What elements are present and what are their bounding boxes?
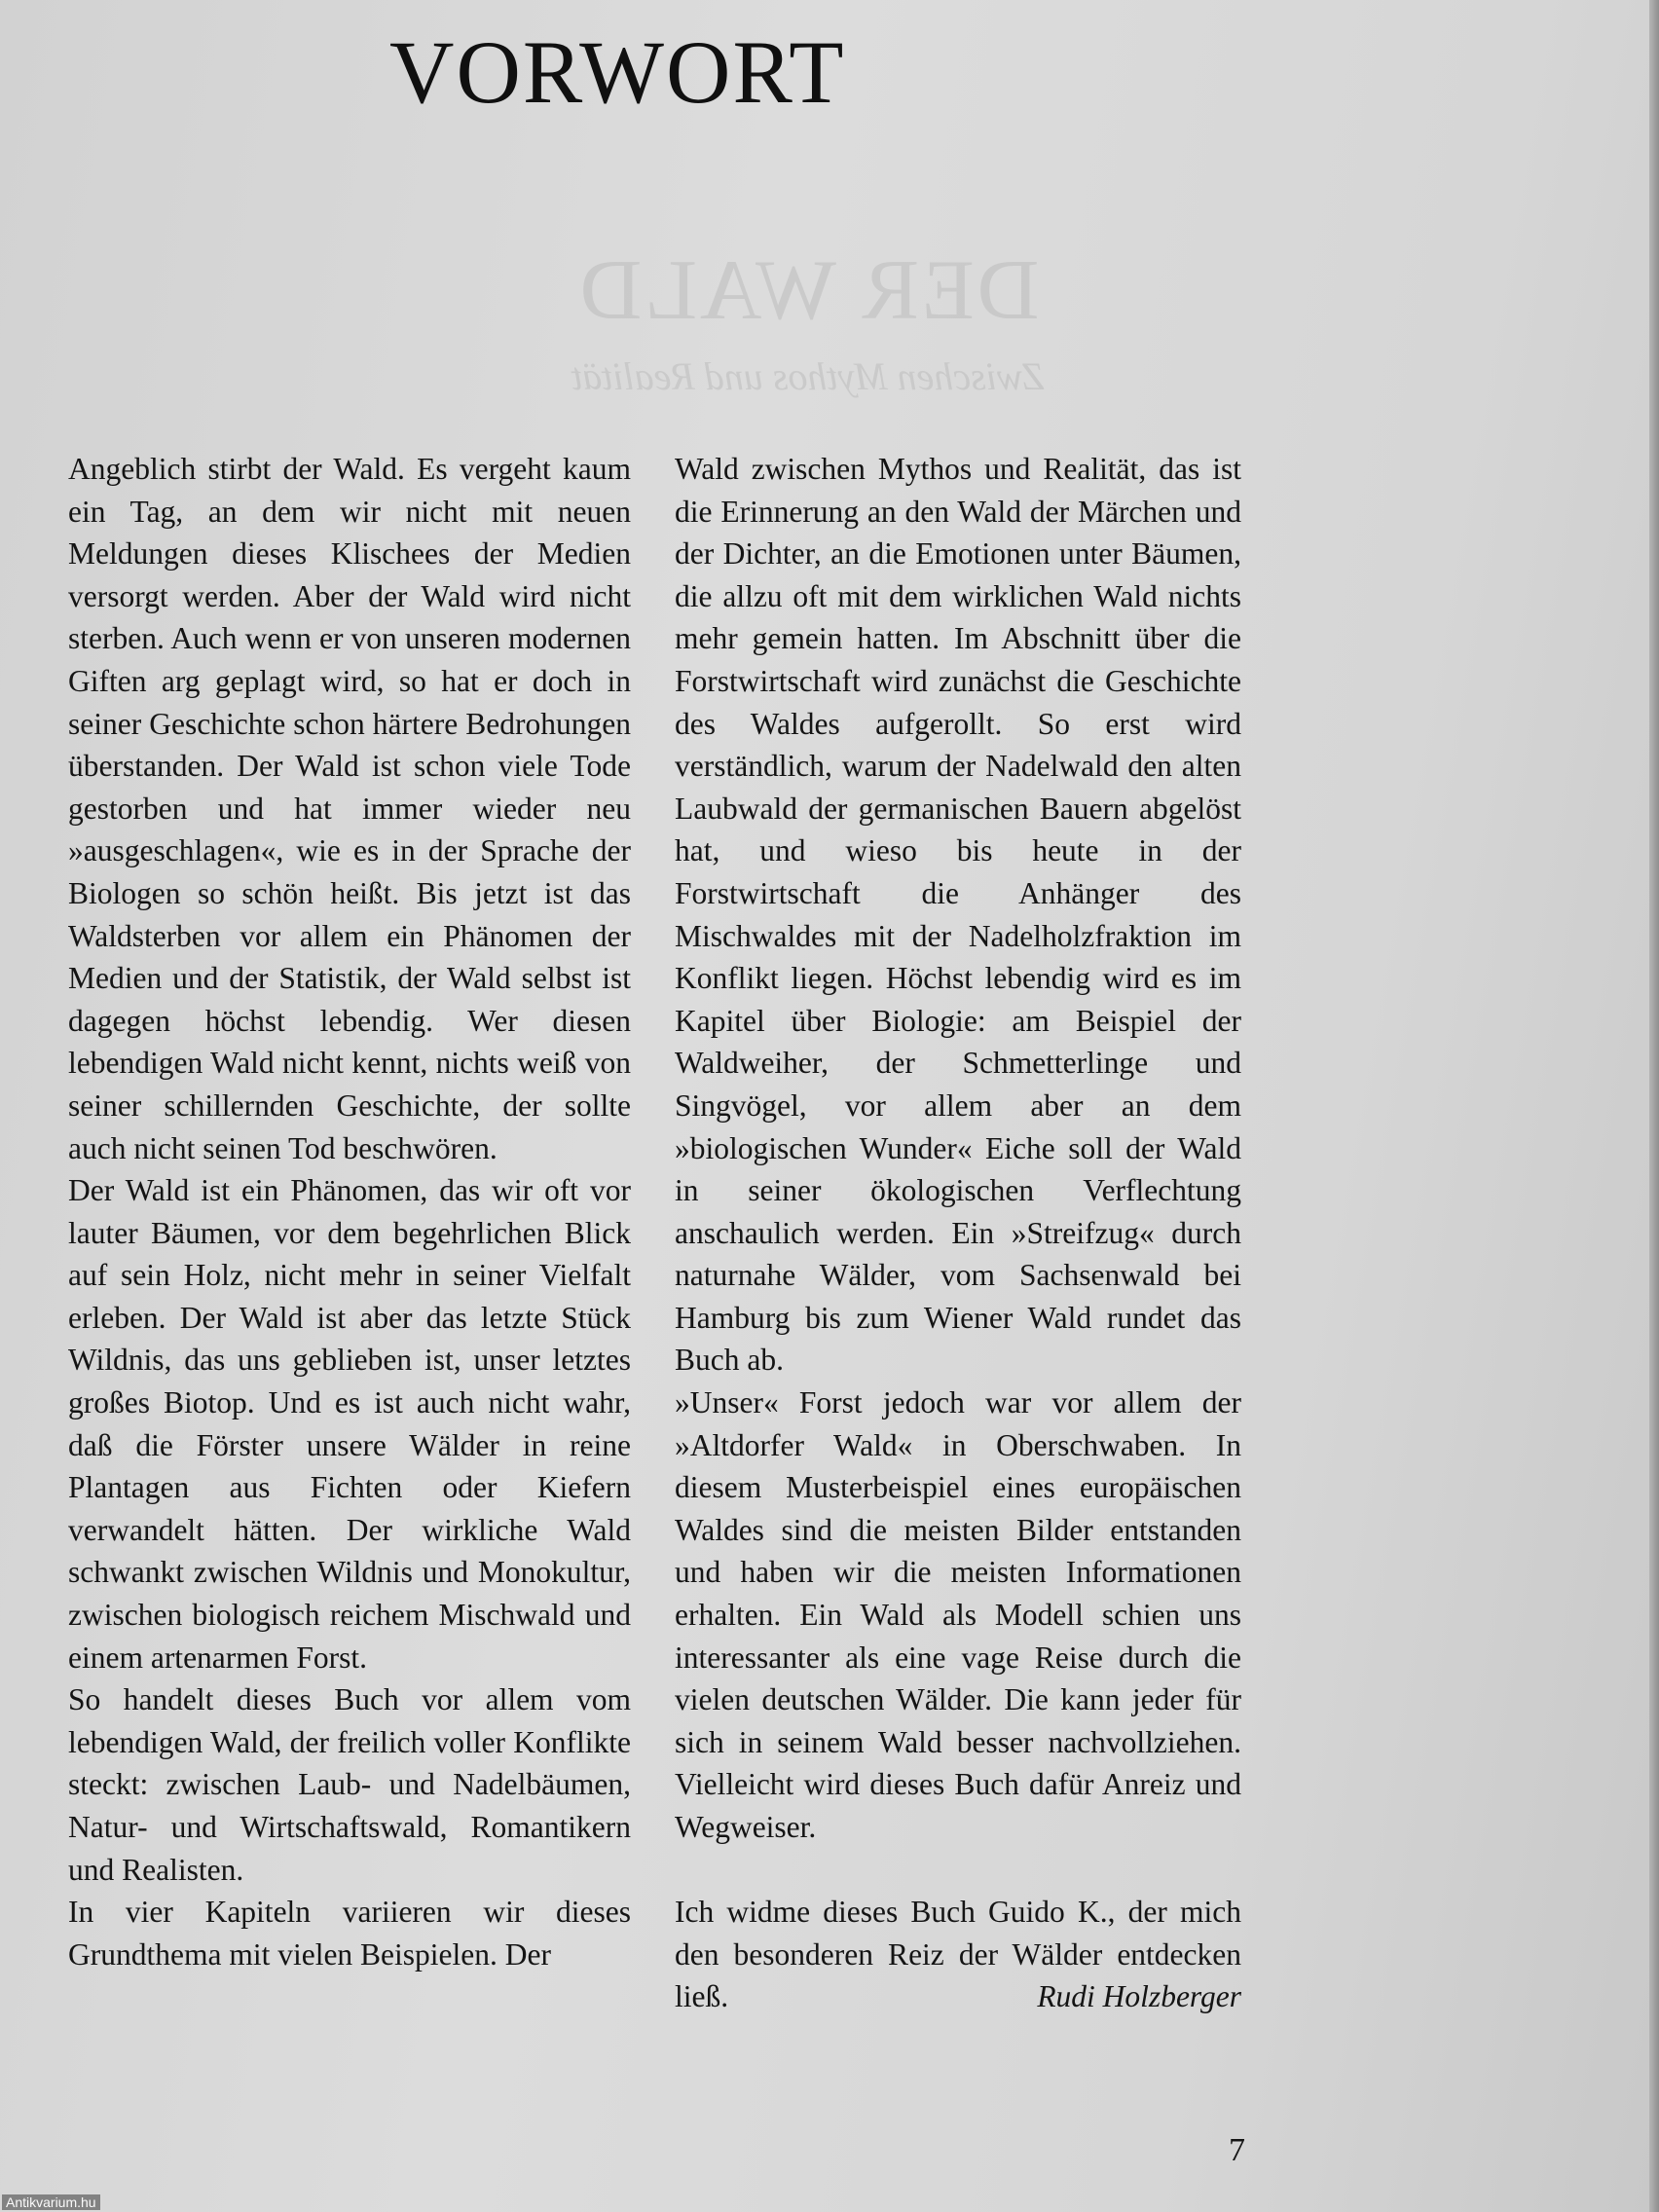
- page-title: VORWORT: [389, 22, 846, 122]
- page-edge: [1649, 0, 1659, 2212]
- left-column: [68, 448, 631, 1975]
- dedication: [675, 1891, 1241, 2018]
- bleed-through-title: DER WALD: [576, 243, 1040, 338]
- paragraph-spacer: [675, 1849, 1241, 1892]
- left-paragraph-3: So handelt dieses Buch vor allem vom lebendigen Wald, der freilich voller Konflikte steckt: zwischen Laub- und Nadelbäumen, Natur- und Wirtschaftswald, Romantikern und Realisten.: [68, 1682, 631, 1887]
- watermark: Antikvarium.hu: [2, 2194, 100, 2210]
- author-signature: Rudi Holzberger: [1037, 1979, 1241, 2014]
- bleed-through-subtitle: Zwischen Mythos und Realität: [571, 354, 1045, 398]
- right-paragraph-2: »Unser« Forst jedoch war vor allem der »Altdorfer Wald« in Oberschwaben. In diesem Musterbeispiel eines europäischen Waldes sind die meisten Bilder entstanden und haben wir die meisten Informationen erhalten. Ein Wald als Modell schien uns interessanter als eine vage Reise durch die vielen deutschen Wälder. Die kann jeder für sich in seinem Wald besser nachvollziehen. Vielleicht wird dieses Buch dafür Anreiz und Wegweiser.: [675, 1385, 1241, 1844]
- left-paragraph-2: Der Wald ist ein Phänomen, das wir oft vor lauter Bäumen, vor dem begehrlichen Blick auf sein Holz, nicht mehr in seiner Vielfalt erleben. Der Wald ist aber das letzte Stück Wildnis, das uns geblieben ist, unser letztes großes Biotop. Und es ist auch nicht wahr, daß die Förster unsere Wälder in reine Plantagen aus Fichten oder Kiefern verwandelt hätten. Der wirkliche Wald schwankt zwischen Wildnis und Monokultur, zwischen biologisch reichem Mischwald und einem artenarmen Forst.: [68, 1173, 631, 1675]
- left-paragraph-4: In vier Kapiteln variieren wir dieses Grundthema mit vielen Beispielen. Der: [68, 1895, 631, 1972]
- right-column: [675, 448, 1241, 2018]
- dedication-text: Ich widme dieses Buch Guido K., der mich den besonderen Reiz der Wälder entdecken ließ.: [675, 1895, 1241, 2014]
- right-paragraph-1: Wald zwischen Mythos und Realität, das ist die Erinnerung an den Wald der Märchen und der Dichter, an die Emotionen unter Bäumen, die allzu oft mit dem wirklichen Wald nichts mehr gemein hatten. Im Abschnitt über die Forstwirtschaft wird zunächst die Geschichte des Waldes aufgerollt. So erst wird verständlich, warum der Nadelwald den alten Laubwald der germanischen Bauern abgelöst hat, und wieso bis heute in der Forstwirtschaft die Anhänger des Mischwaldes mit der Nadelholzfraktion im Konflikt liegen. Höchst lebendig wird es im Kapitel über Biologie: am Beispiel der Waldweiher, der Schmetterlinge und Singvögel, vor allem aber an dem »biologischen Wunder« Eiche soll der Wald in seiner ökologischen Verflechtung anschaulich werden. Ein »Streifzug« durch naturnahe Wälder, vom Sachsenwald bei Hamburg bis zum Wiener Wald rundet das Buch ab.: [675, 452, 1241, 1378]
- bleed-through-text: [409, 243, 1207, 399]
- page-number: 7: [1229, 2132, 1245, 2168]
- left-paragraph-1: Angeblich stirbt der Wald. Es vergeht kaum ein Tag, an dem wir nicht mit neuen Meldungen dieses Klischees der Medien versorgt werden. Aber der Wald wird nicht sterben. Auch wenn er von unseren modernen Giften arg geplagt wird, so hat er doch in seiner Geschichte schon härtere Bedrohungen überstanden. Der Wald ist schon viele Tode gestorben und hat immer wieder neu »ausgeschlagen«, wie es in der Sprache der Biologen so schön heißt. Bis jetzt ist das Waldsterben vor allem ein Phänomen der Medien und der Statistik, der Wald selbst ist dagegen höchst lebendig. Wer diesen lebendigen Wald nicht kennt, nichts weiß von seiner schillernden Geschichte, der sollte auch nicht seinen Tod beschwören.: [68, 452, 631, 1165]
